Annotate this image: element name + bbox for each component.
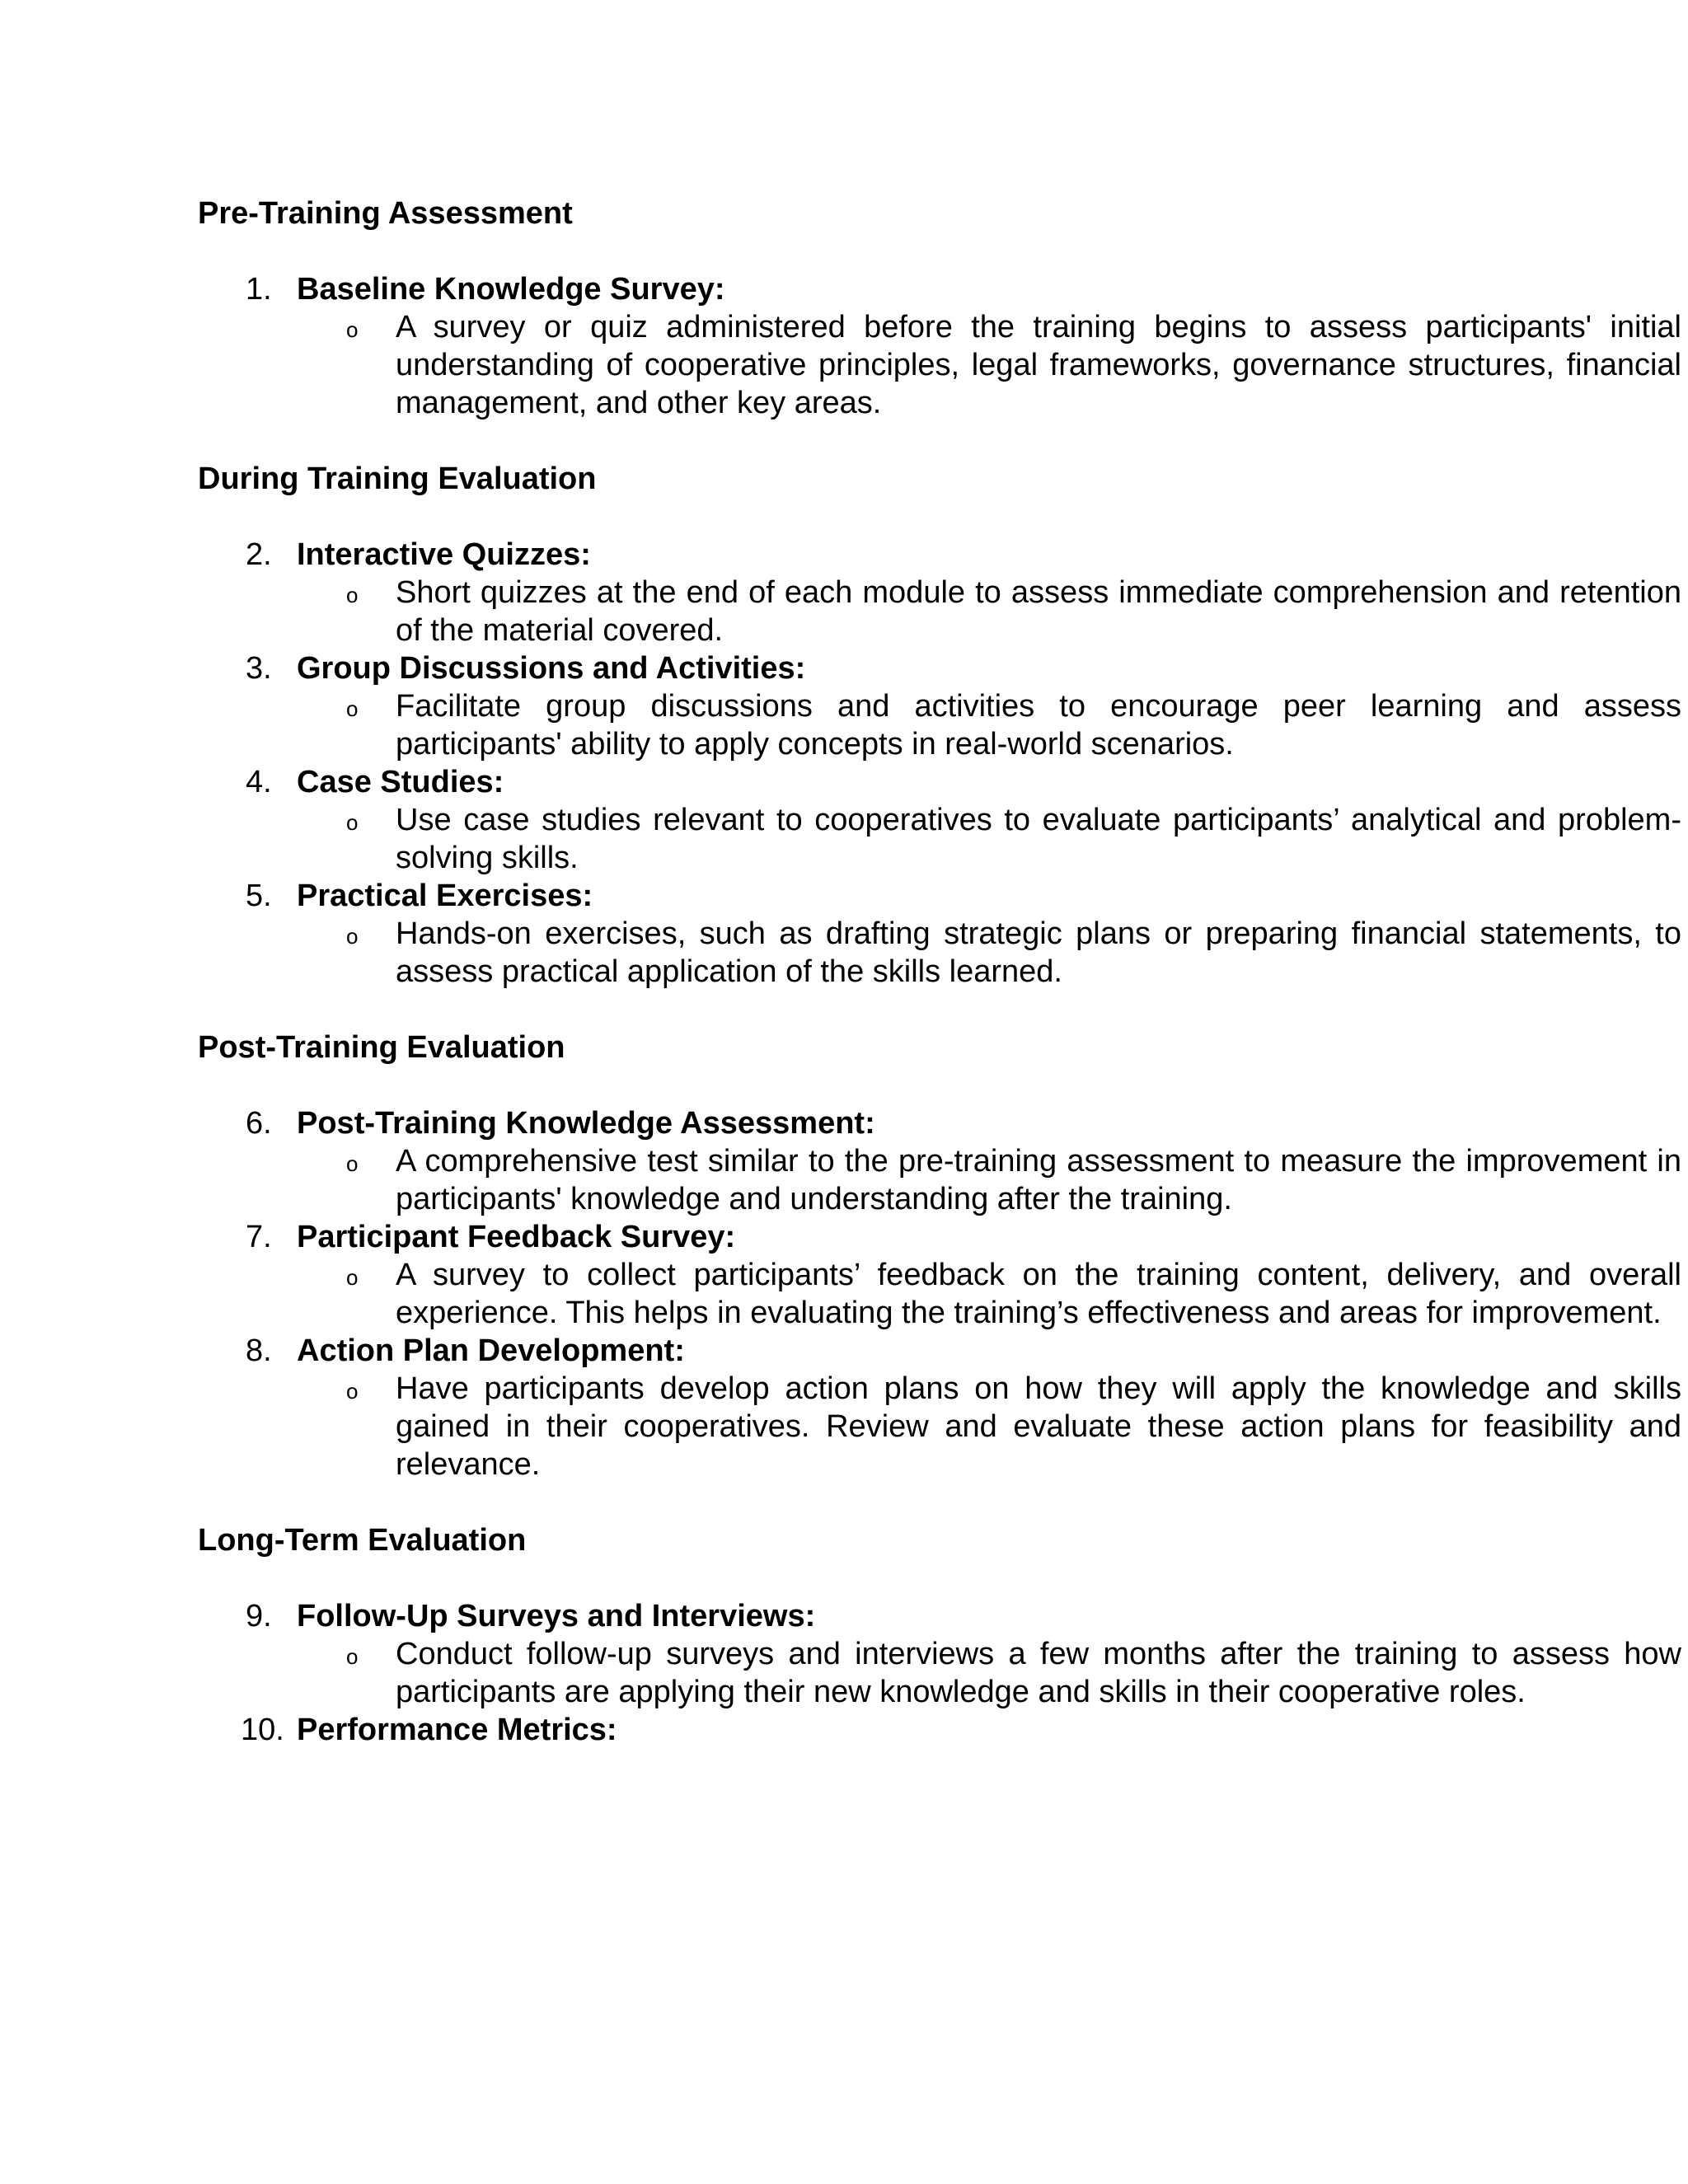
item-number: 6. <box>246 1106 272 1141</box>
sub-bullet <box>198 801 1681 877</box>
item-title: Interactive Quizzes: <box>297 537 591 572</box>
list-item-header <box>198 1597 1484 1635</box>
item-description: Use case studies relevant to cooperatives to evaluate participants’ analytical and problem-solving skills. <box>396 803 1681 875</box>
list-item <box>198 536 1681 649</box>
item-description: A survey to collect participants’ feedback on the training content, delivery, and overall experience. This helps in evaluating the training’s effectiveness and areas for improvement. <box>396 1258 1681 1330</box>
section-post-training <box>198 1029 1681 1483</box>
item-description: A comprehensive test similar to the pre-training assessment to measure the improvement in participants' knowledge and understanding after the training. <box>396 1144 1681 1216</box>
sub-bullet <box>198 308 1681 422</box>
item-number: 10. <box>241 1713 284 1747</box>
item-number: 1. <box>246 272 272 307</box>
item-number: 3. <box>246 651 272 686</box>
list-item <box>198 1711 1484 1749</box>
sub-bullet <box>198 1256 1681 1332</box>
list-item-header <box>198 536 1484 574</box>
list-item-header <box>198 649 1484 687</box>
section-heading: Post-Training Evaluation <box>198 1030 565 1065</box>
list-item-header <box>198 1104 1484 1142</box>
list-item-header <box>198 1711 1484 1749</box>
item-description: A survey or quiz administered before the training begins to assess participants' initial understanding of cooperative principles, legal frameworks, governance structures, financial management, and other key areas. <box>396 310 1681 420</box>
numbered-list <box>198 536 1681 991</box>
item-number: 2. <box>246 537 272 572</box>
numbered-list <box>198 270 1681 422</box>
section-pre-training <box>198 194 1681 422</box>
circle-bullet-icon: o <box>346 1151 359 1176</box>
sub-bullet <box>198 1370 1681 1483</box>
numbered-list <box>198 1597 1681 1749</box>
circle-bullet-icon: o <box>346 317 359 342</box>
item-title: Case Studies: <box>297 765 504 799</box>
item-title: Baseline Knowledge Survey: <box>297 272 725 307</box>
circle-bullet-icon: o <box>346 583 359 607</box>
circle-bullet-icon: o <box>346 696 359 721</box>
item-description: Hands-on exercises, such as drafting strategic plans or preparing financial statements, to assess practical application of the skills learned. <box>396 916 1681 989</box>
list-item <box>198 1597 1681 1711</box>
sub-bullet <box>198 1142 1681 1218</box>
list-item <box>198 763 1681 877</box>
list-item-header <box>198 1332 1484 1370</box>
list-item <box>198 877 1681 991</box>
list-item <box>198 1332 1681 1483</box>
item-description: Have participants develop action plans on how they will apply the knowledge and skills gained in their cooperatives. Review and evaluate these action plans for feasibility and relevance. <box>396 1371 1681 1482</box>
sub-bullet <box>198 1635 1681 1711</box>
sub-bullet <box>198 687 1681 763</box>
list-item-header <box>198 270 1484 308</box>
item-title: Follow-Up Surveys and Interviews: <box>297 1599 816 1633</box>
item-title: Participant Feedback Survey: <box>297 1220 736 1254</box>
sub-bullet <box>198 915 1681 991</box>
item-description: Conduct follow-up surveys and interviews a few months after the training to assess how participants are applying their new knowledge and skills in their cooperative roles. <box>396 1637 1681 1709</box>
list-item <box>198 1218 1681 1332</box>
section-during-training <box>198 460 1681 991</box>
item-number: 5. <box>246 879 272 913</box>
section-heading: Long-Term Evaluation <box>198 1523 527 1558</box>
list-item <box>198 1104 1681 1218</box>
circle-bullet-icon: o <box>346 1379 359 1404</box>
list-item-header <box>198 763 1484 801</box>
circle-bullet-icon: o <box>346 1265 359 1290</box>
section-heading: Pre-Training Assessment <box>198 196 573 231</box>
item-number: 8. <box>246 1333 272 1368</box>
numbered-list <box>198 1104 1681 1483</box>
item-description: Facilitate group discussions and activities to encourage peer learning and assess participants' ability to apply concepts in real-world scenarios. <box>396 689 1681 762</box>
section-long-term <box>198 1521 1681 1749</box>
sub-bullet <box>198 574 1681 649</box>
list-item <box>198 649 1681 763</box>
item-title: Group Discussions and Activities: <box>297 651 806 686</box>
section-heading: During Training Evaluation <box>198 462 597 496</box>
list-item <box>198 270 1681 422</box>
item-number: 9. <box>246 1599 272 1633</box>
item-title: Post-Training Knowledge Assessment: <box>297 1106 875 1141</box>
item-title: Practical Exercises: <box>297 879 593 913</box>
item-number: 7. <box>246 1220 272 1254</box>
list-item-header <box>198 877 1484 915</box>
circle-bullet-icon: o <box>346 924 359 949</box>
circle-bullet-icon: o <box>346 810 359 835</box>
circle-bullet-icon: o <box>346 1644 359 1669</box>
list-item-header <box>198 1218 1484 1256</box>
item-number: 4. <box>246 765 272 799</box>
document-content <box>198 194 1681 1787</box>
item-title: Performance Metrics: <box>297 1713 617 1747</box>
item-description: Short quizzes at the end of each module to assess immediate comprehension and retention of the material covered. <box>396 575 1681 648</box>
item-title: Action Plan Development: <box>297 1333 685 1368</box>
